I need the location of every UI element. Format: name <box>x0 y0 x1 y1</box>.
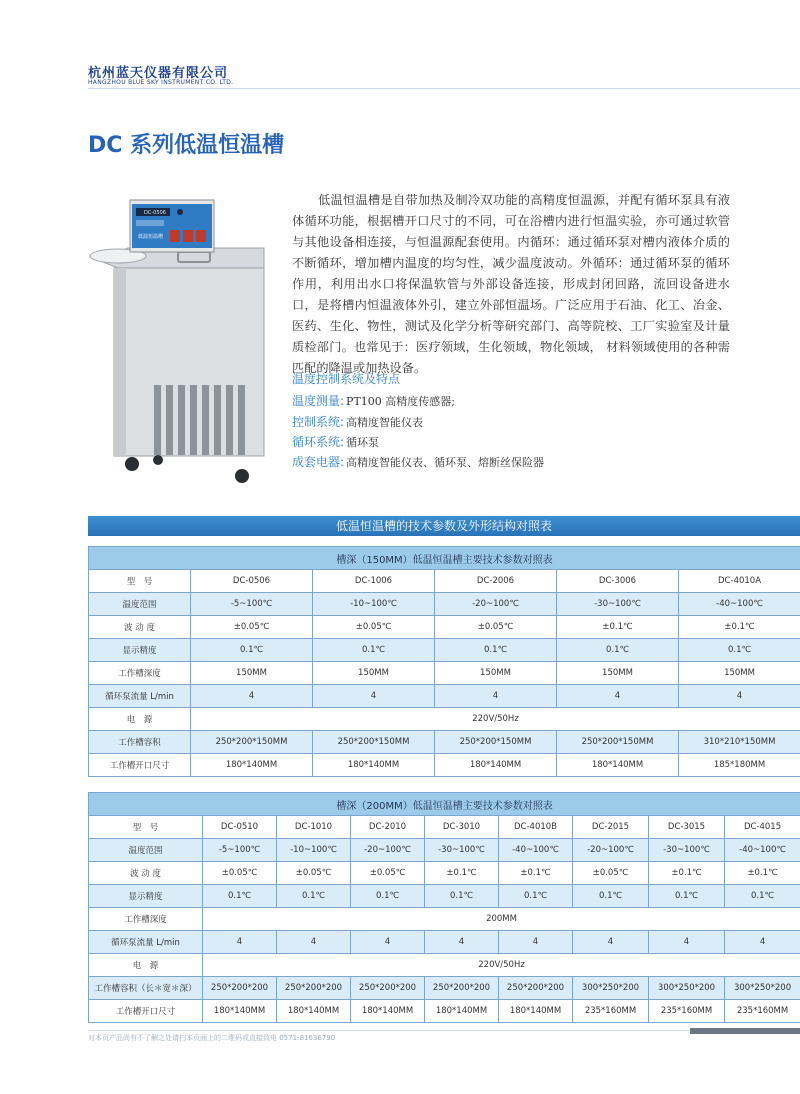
table-cell: 250*200*200 <box>499 977 573 1000</box>
row-label: 循环泵流量 L/min <box>89 685 191 708</box>
spec-table-200mm <box>88 792 800 1023</box>
table-cell: 4 <box>649 931 725 954</box>
model-cell: DC-0506 <box>191 570 313 593</box>
model-cell: DC-3006 <box>557 570 679 593</box>
table-cell: 310*210*150MM <box>679 731 800 754</box>
page-title: DC 系列低温恒温槽 <box>88 133 285 158</box>
table-caption: 槽深（200MM）低温恒温槽主要技术参数对照表 <box>89 793 800 816</box>
row-label: 循环泵流量 L/min <box>89 931 203 954</box>
model-cell: DC-2006 <box>435 570 557 593</box>
table-cell: 250*200*150MM <box>191 731 313 754</box>
row-label: 电 源 <box>89 954 203 977</box>
spec-table-150mm <box>88 546 800 777</box>
model-cell: DC-4010B <box>499 816 573 839</box>
table-cell: 150MM <box>191 662 313 685</box>
table-row <box>89 593 800 616</box>
table-cell: ±0.1℃ <box>649 862 725 885</box>
table-cell: 250*200*150MM <box>557 731 679 754</box>
table-cell: -20~100℃ <box>351 839 425 862</box>
row-label: 工作槽开口尺寸 <box>89 754 191 777</box>
table-cell: 180*140MM <box>435 754 557 777</box>
table-cell: 220V/50Hz <box>191 708 800 731</box>
model-cell: DC-2015 <box>573 816 649 839</box>
model-cell: DC-0510 <box>203 816 277 839</box>
table-cell: -40~100℃ <box>499 839 573 862</box>
row-label: 显示精度 <box>89 639 191 662</box>
spec-item <box>292 433 379 450</box>
table-row <box>89 708 800 731</box>
table-cell: 300*250*200 <box>725 977 800 1000</box>
row-label: 温度范围 <box>89 839 203 862</box>
section-title-bar: 低温恒温槽的技术参数及外形结构对照表 <box>88 516 800 536</box>
table-cell: 180*140MM <box>313 754 435 777</box>
table-cell: 0.1℃ <box>499 885 573 908</box>
table-caption: 槽深（150MM）低温恒温槽主要技术参数对照表 <box>89 547 800 570</box>
table-cell: 4 <box>191 685 313 708</box>
spec-value: 循环泵 <box>346 436 380 449</box>
spec-item <box>292 413 423 430</box>
table-cell: 250*200*200 <box>425 977 499 1000</box>
table-cell: ±0.05℃ <box>351 862 425 885</box>
table-cell: 250*200*200 <box>277 977 351 1000</box>
spec-value: 高精度智能仪表、循环泵、熔断丝保险器 <box>346 456 545 469</box>
spec-value: PT100 高精度传感器; <box>346 395 455 408</box>
row-label: 工作槽深度 <box>89 662 191 685</box>
row-label: 工作槽容积 <box>89 731 191 754</box>
table-cell: 0.1℃ <box>573 885 649 908</box>
table-row <box>89 1000 800 1023</box>
table-cell: ±0.1℃ <box>499 862 573 885</box>
table-cell: 0.1℃ <box>425 885 499 908</box>
table-cell: 180*140MM <box>277 1000 351 1023</box>
table-cell: 185*180MM <box>679 754 800 777</box>
table-cell: ±0.1℃ <box>679 616 800 639</box>
table-cell: 0.1℃ <box>351 885 425 908</box>
table-cell: 150MM <box>679 662 800 685</box>
row-label: 工作槽开口尺寸 <box>89 1000 203 1023</box>
table-cell: 4 <box>313 685 435 708</box>
panel-label: 低温恒温槽 <box>138 234 164 240</box>
table-cell: 0.1℃ <box>557 639 679 662</box>
row-label: 型 号 <box>89 816 203 839</box>
table-cell: -5~100℃ <box>191 593 313 616</box>
table-row <box>89 754 800 777</box>
table-cell: 200MM <box>203 908 800 931</box>
table-cell: 4 <box>203 931 277 954</box>
table-cell: -10~100℃ <box>313 593 435 616</box>
table-cell: 180*140MM <box>425 1000 499 1023</box>
header-divider <box>88 88 800 89</box>
table-cell: -20~100℃ <box>573 839 649 862</box>
table-cell: 150MM <box>435 662 557 685</box>
table-cell: -30~100℃ <box>649 839 725 862</box>
table-row <box>89 639 800 662</box>
table-cell: 180*140MM <box>191 754 313 777</box>
table-row <box>89 954 800 977</box>
row-label: 波 动 度 <box>89 616 191 639</box>
product-description: 低温恒温槽是自带加热及制冷双功能的高精度恒温源，并配有循环泵具有液体循环功能，根据槽开口尺寸的不同，可在浴槽内进行恒温实验，亦可通过软管与其他设备相连接，与恒温源配套使用。内循环：通过循环泵对槽内液体介质的不断循环，增加槽内温度的均匀性，减少温度波动。外循环：通过循环泵的循环作用，利用出水口将保温软管与外部设备连接，形成封闭回路，流回设备进水口，是将槽内恒温液体外引，建立外部恒温场。广泛应用于石油、化工、冶金、医药、生化、物性，测试及化学分析等研究部门、高等院校、工厂实验室及计量质检部门。也常见于：医疗领域，生化领域，物化领域， 材料领域使用的各种需匹配的降温或加热设备。 <box>292 193 730 375</box>
table-cell: 0.1℃ <box>191 639 313 662</box>
row-label: 温度范围 <box>89 593 191 616</box>
footer-accent-bar <box>690 1028 800 1034</box>
table-cell: 0.1℃ <box>725 885 800 908</box>
table-cell: ±0.05℃ <box>573 862 649 885</box>
table-cell: 235*160MM <box>573 1000 649 1023</box>
table-cell: -40~100℃ <box>725 839 800 862</box>
model-cell: DC-3010 <box>425 816 499 839</box>
table-cell: 0.1℃ <box>313 639 435 662</box>
table-row <box>89 908 800 931</box>
table-cell: 250*200*200 <box>203 977 277 1000</box>
table-cell: 0.1℃ <box>435 639 557 662</box>
spec-item <box>292 392 455 409</box>
table-cell: 4 <box>351 931 425 954</box>
table-cell: ±0.05℃ <box>313 616 435 639</box>
table-cell: 0.1℃ <box>277 885 351 908</box>
table-row <box>89 685 800 708</box>
table-cell: -40~100℃ <box>679 593 800 616</box>
table-cell: 180*140MM <box>499 1000 573 1023</box>
table-cell: -30~100℃ <box>425 839 499 862</box>
footer-divider <box>88 1030 698 1031</box>
table-cell: 0.1℃ <box>203 885 277 908</box>
table-cell: ±0.1℃ <box>425 862 499 885</box>
table-cell: 220V/50Hz <box>203 954 800 977</box>
table-cell: 235*160MM <box>725 1000 800 1023</box>
spec-key: 温度测量: <box>292 394 345 408</box>
table-row <box>89 931 800 954</box>
table-row <box>89 977 800 1000</box>
table-row <box>89 862 800 885</box>
model-cell: DC-1010 <box>277 816 351 839</box>
table-cell: 0.1℃ <box>679 639 800 662</box>
table-cell: 300*250*200 <box>649 977 725 1000</box>
model-cell: DC-4010A <box>679 570 800 593</box>
table-cell: -5~100℃ <box>203 839 277 862</box>
row-label: 型 号 <box>89 570 191 593</box>
table-cell: 4 <box>725 931 800 954</box>
table-cell: 300*250*200 <box>573 977 649 1000</box>
spec-key: 循环系统: <box>292 435 345 449</box>
spec-item <box>292 453 544 470</box>
row-label: 波 动 度 <box>89 862 203 885</box>
spec-heading: 温度控制系统及特点 <box>292 372 401 386</box>
row-label: 工作槽深度 <box>89 908 203 931</box>
table-cell: ±0.05℃ <box>203 862 277 885</box>
table-cell: 180*140MM <box>557 754 679 777</box>
table-cell: 180*140MM <box>351 1000 425 1023</box>
table-cell: 4 <box>557 685 679 708</box>
table-cell: 250*200*150MM <box>435 731 557 754</box>
model-badge: DC-0506 <box>144 210 166 216</box>
table-cell: 4 <box>425 931 499 954</box>
model-cell: DC-4015 <box>725 816 800 839</box>
table-cell: ±0.05℃ <box>277 862 351 885</box>
table-cell: 180*140MM <box>203 1000 277 1023</box>
row-label: 工作槽容积（长＊宽＊深） <box>89 977 203 1000</box>
footer-note: 对本页产品尚有不了解之处请扫本页面上的二维码或直接致电 0571-81636790 <box>88 1034 336 1042</box>
table-cell: 235*160MM <box>649 1000 725 1023</box>
table-cell: 4 <box>573 931 649 954</box>
table-row <box>89 885 800 908</box>
spec-key: 成套电器: <box>292 455 345 469</box>
table-cell: 250*200*150MM <box>313 731 435 754</box>
table-cell: -20~100℃ <box>435 593 557 616</box>
table-row <box>89 616 800 639</box>
model-cell: DC-2010 <box>351 816 425 839</box>
table-cell: 150MM <box>313 662 435 685</box>
table-cell: 4 <box>499 931 573 954</box>
table-cell: 150MM <box>557 662 679 685</box>
table-cell: 4 <box>277 931 351 954</box>
company-name-en: HANGZHOU BLUE SKY INSTRUMENT CO. LTD. <box>88 79 234 86</box>
table-row <box>89 839 800 862</box>
table-cell: -10~100℃ <box>277 839 351 862</box>
row-label: 电 源 <box>89 708 191 731</box>
table-cell: 4 <box>679 685 800 708</box>
table-cell: 0.1℃ <box>649 885 725 908</box>
table-row <box>89 731 800 754</box>
spec-value: 高精度智能仪表 <box>346 416 424 429</box>
model-cell: DC-3015 <box>649 816 725 839</box>
table-cell: ±0.1℃ <box>557 616 679 639</box>
table-cell: -30~100℃ <box>557 593 679 616</box>
table-cell: 4 <box>435 685 557 708</box>
company-name-cn: 杭州蓝天仪器有限公司 <box>88 66 229 81</box>
table-cell: ±0.05℃ <box>191 616 313 639</box>
product-image <box>88 190 268 485</box>
table-cell: ±0.05℃ <box>435 616 557 639</box>
table-cell: 250*200*200 <box>351 977 425 1000</box>
table-cell: ±0.1℃ <box>725 862 800 885</box>
table-row <box>89 662 800 685</box>
spec-key: 控制系统: <box>292 415 345 429</box>
row-label: 显示精度 <box>89 885 203 908</box>
model-cell: DC-1006 <box>313 570 435 593</box>
